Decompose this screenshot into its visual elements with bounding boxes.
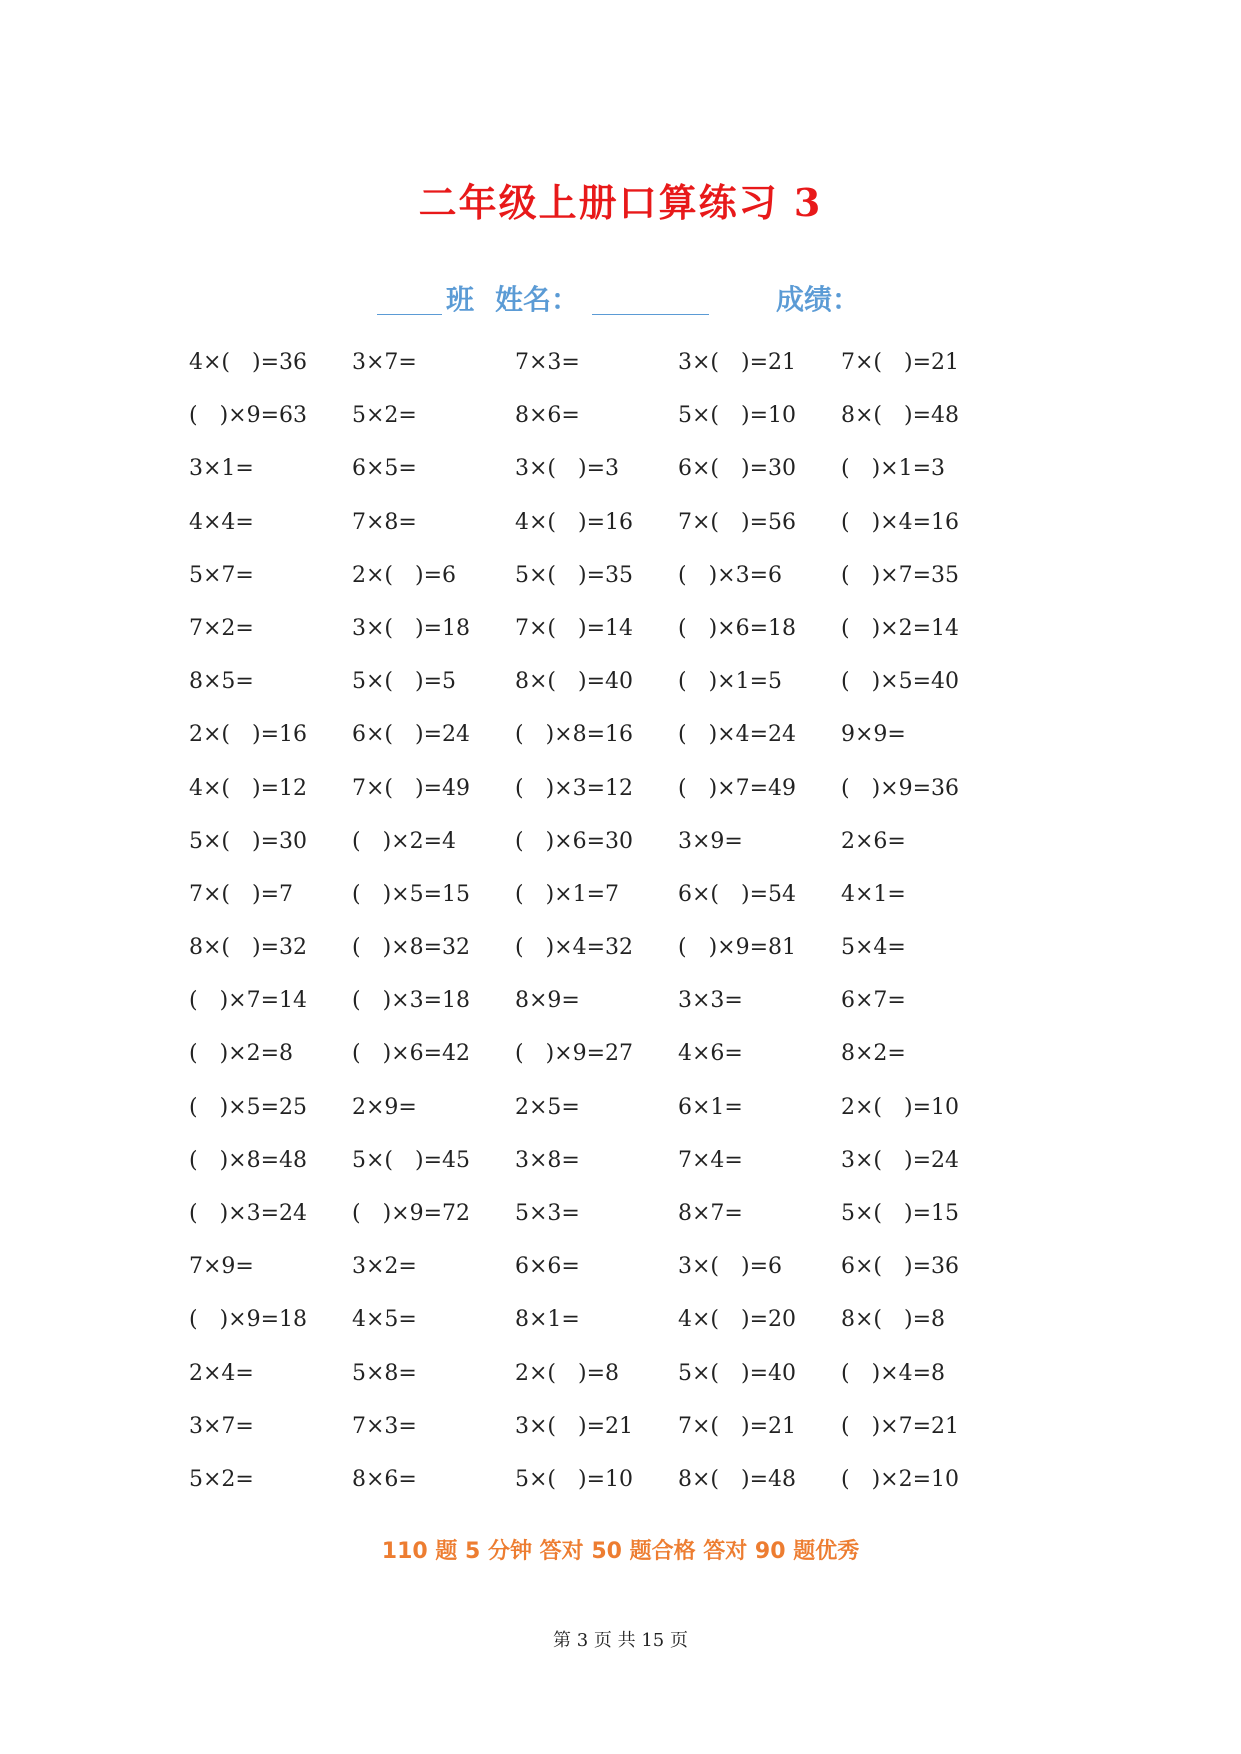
problem-item: 4×( )=36 — [189, 350, 308, 375]
name-blank[interactable] — [592, 314, 709, 315]
problem-item: 8×2= — [841, 1041, 906, 1067]
problem-item: ( )×2=10 — [841, 1466, 960, 1492]
problem-item: 9×9= — [841, 722, 906, 748]
problem-item: 3×7= — [352, 350, 417, 375]
problem-item: 5×( )=10 — [678, 403, 797, 429]
problem-item: 4×1= — [841, 881, 906, 907]
problem-row — [189, 720, 1029, 773]
problem-item: 3×( )=24 — [841, 1147, 960, 1173]
problem-item: 2×( )=8 — [515, 1360, 620, 1386]
problem-item: ( )×4=24 — [678, 722, 797, 748]
problem-item: 6×( )=54 — [678, 881, 797, 907]
problem-item: 6×( )=36 — [841, 1254, 960, 1280]
problem-item: ( )×1=7 — [515, 881, 620, 907]
problem-item: 5×2= — [189, 1466, 254, 1492]
problem-item: 3×3= — [678, 988, 743, 1014]
problem-row — [189, 348, 1029, 401]
problem-item: 5×( )=5 — [352, 669, 457, 695]
problem-item: ( )×4=16 — [841, 509, 960, 535]
problem-item: 6×1= — [678, 1094, 743, 1120]
problem-row — [189, 561, 1029, 614]
problem-item: 2×( )=6 — [352, 562, 457, 588]
problem-item: 6×( )=30 — [678, 456, 797, 482]
problem-item: 4×( )=20 — [678, 1307, 797, 1333]
problem-row — [189, 1305, 1029, 1358]
problem-row — [189, 1412, 1029, 1465]
problem-item: ( )×7=14 — [189, 988, 308, 1014]
problem-item: ( )×7=35 — [841, 562, 960, 588]
problem-item: 7×( )=21 — [841, 350, 960, 375]
problem-item: 3×1= — [189, 456, 254, 482]
problem-row — [189, 401, 1029, 454]
problem-row — [189, 1252, 1029, 1305]
problem-item: 4×4= — [189, 509, 254, 535]
problem-item: 5×( )=45 — [352, 1147, 471, 1173]
problem-item: 7×4= — [678, 1147, 743, 1173]
problem-item: 3×( )=6 — [678, 1254, 783, 1280]
problem-item: ( )×9=81 — [678, 935, 797, 961]
problem-item: 8×( )=32 — [189, 935, 308, 961]
problem-item: 8×( )=40 — [515, 669, 634, 695]
problem-item: 4×( )=12 — [189, 775, 308, 801]
problem-item: 6×( )=24 — [352, 722, 471, 748]
problem-item: 4×( )=16 — [515, 509, 634, 535]
class-blank[interactable] — [377, 314, 442, 315]
student-info-line — [0, 278, 1241, 318]
problem-row — [189, 1039, 1029, 1092]
problem-item: 5×2= — [352, 403, 417, 429]
problem-item: 7×3= — [352, 1413, 417, 1439]
problem-item: ( )×6=30 — [515, 828, 634, 854]
problem-item: 8×1= — [515, 1307, 580, 1333]
problem-item: ( )×6=42 — [352, 1041, 471, 1067]
problem-item: 7×2= — [189, 615, 254, 641]
problem-row — [189, 1465, 1029, 1518]
problem-item: 5×( )=30 — [189, 828, 308, 854]
problem-row — [189, 774, 1029, 827]
problem-item: 8×( )=48 — [678, 1466, 797, 1492]
problem-item: 7×( )=49 — [352, 775, 471, 801]
problem-grid — [189, 348, 1029, 1518]
problem-item: 7×8= — [352, 509, 417, 535]
problem-item: 2×5= — [515, 1094, 580, 1120]
problem-item: ( )×7=21 — [841, 1413, 960, 1439]
problem-item: ( )×3=18 — [352, 988, 471, 1014]
name-label: 姓名： — [495, 283, 580, 316]
problem-item: 7×9= — [189, 1254, 254, 1280]
problem-row — [189, 1093, 1029, 1146]
problem-item: 3×( )=18 — [352, 615, 471, 641]
score-label: 成绩： — [776, 283, 861, 316]
problem-item: 5×3= — [515, 1201, 580, 1226]
problem-item: 8×( )=48 — [841, 403, 960, 429]
problem-item: ( )×3=24 — [189, 1201, 308, 1226]
problem-item: 3×7= — [189, 1413, 254, 1439]
problem-item: ( )×4=32 — [515, 935, 634, 961]
problem-item: 2×4= — [189, 1360, 254, 1386]
problem-row — [189, 986, 1029, 1039]
problem-item: ( )×3=12 — [515, 775, 634, 801]
problem-item: ( )×3=6 — [678, 562, 783, 588]
problem-item: ( )×2=8 — [189, 1041, 294, 1067]
problem-row — [189, 508, 1029, 561]
problem-item: ( )×4=8 — [841, 1360, 946, 1386]
problem-item: 3×( )=21 — [678, 350, 797, 375]
problem-item: 5×( )=15 — [841, 1201, 960, 1226]
problem-item: ( )×5=15 — [352, 881, 471, 907]
problem-item: ( )×9=27 — [515, 1041, 634, 1067]
problem-item: ( )×1=5 — [678, 669, 783, 695]
problem-item: 3×8= — [515, 1147, 580, 1173]
problem-item: ( )×5=25 — [189, 1094, 308, 1120]
problem-item: 4×5= — [352, 1307, 417, 1333]
problem-item: 3×( )=3 — [515, 456, 620, 482]
problem-row — [189, 614, 1029, 667]
problem-item: 6×7= — [841, 988, 906, 1014]
problem-item: 4×6= — [678, 1041, 743, 1067]
problem-item: 5×( )=40 — [678, 1360, 797, 1386]
problem-item: 2×( )=16 — [189, 722, 308, 748]
problem-item: ( )×8=48 — [189, 1147, 308, 1173]
problem-item: 7×( )=21 — [678, 1413, 797, 1439]
problem-item: ( )×7=49 — [678, 775, 797, 801]
problem-item: ( )×9=18 — [189, 1307, 308, 1333]
problem-item: 5×( )=10 — [515, 1466, 634, 1492]
problem-row — [189, 454, 1029, 507]
problem-item: 8×6= — [515, 403, 580, 429]
problem-item: 7×( )=7 — [189, 881, 294, 907]
problem-item: ( )×2=14 — [841, 615, 960, 641]
problem-row — [189, 667, 1029, 720]
problem-item: 2×6= — [841, 828, 906, 854]
problem-item: ( )×8=16 — [515, 722, 634, 748]
problem-item: ( )×1=3 — [841, 456, 946, 482]
problem-item: 8×5= — [189, 669, 254, 695]
problem-item: 8×9= — [515, 988, 580, 1014]
problem-row — [189, 880, 1029, 933]
problem-item: 7×( )=56 — [678, 509, 797, 535]
problem-row — [189, 933, 1029, 986]
problem-item: 7×3= — [515, 350, 580, 375]
problem-item: 5×8= — [352, 1360, 417, 1386]
problem-item: 8×7= — [678, 1201, 743, 1226]
problem-item: 3×9= — [678, 828, 743, 854]
problem-item: 3×( )=21 — [515, 1413, 634, 1439]
problem-item: ( )×9=63 — [189, 403, 308, 429]
problem-item: 2×9= — [352, 1094, 417, 1120]
problem-item: 5×4= — [841, 935, 906, 961]
problem-row — [189, 827, 1029, 880]
problem-item: 2×( )=10 — [841, 1094, 960, 1120]
problem-item: ( )×9=72 — [352, 1201, 471, 1226]
problem-item: ( )×8=32 — [352, 935, 471, 961]
problem-item: ( )×5=40 — [841, 669, 960, 695]
problem-item: 6×5= — [352, 456, 417, 482]
problem-row — [189, 1199, 1029, 1252]
problem-item: ( )×6=18 — [678, 615, 797, 641]
problem-item: 8×6= — [352, 1466, 417, 1492]
problem-row — [189, 1146, 1029, 1199]
problem-item: ( )×2=4 — [352, 828, 457, 854]
page-number: 第 3 页 共 15 页 — [553, 1630, 688, 1651]
problem-item: ( )×9=36 — [841, 775, 960, 801]
problem-row — [189, 1359, 1029, 1412]
problem-item: 8×( )=8 — [841, 1307, 946, 1333]
page-title: 二年级上册口算练习 3 — [418, 180, 823, 225]
problem-item: 7×( )=14 — [515, 615, 634, 641]
problem-item: 3×2= — [352, 1254, 417, 1280]
problem-item: 5×7= — [189, 562, 254, 588]
class-label: 班 — [446, 283, 475, 316]
scoring-note: 110 题 5 分钟 答对 50 题合格 答对 90 题优秀 — [381, 1539, 860, 1564]
problem-item: 5×( )=35 — [515, 562, 634, 588]
problem-item: 6×6= — [515, 1254, 580, 1280]
